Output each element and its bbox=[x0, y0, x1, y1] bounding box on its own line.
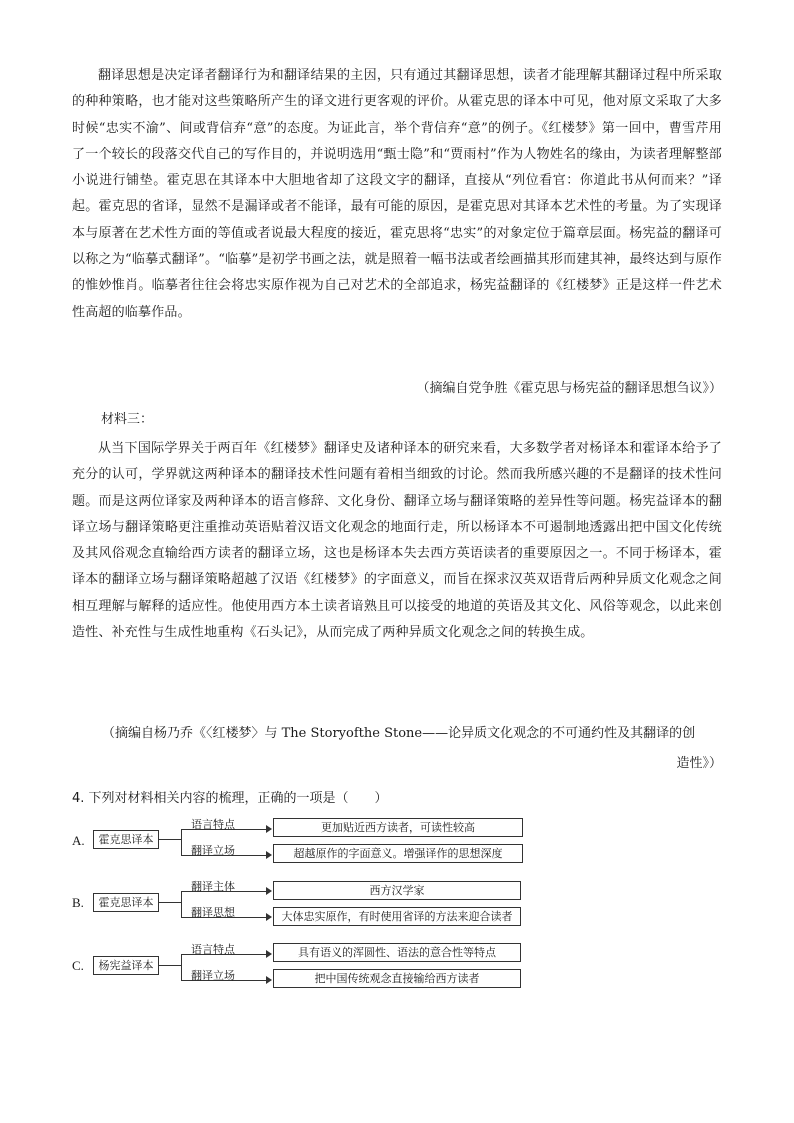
connector-line bbox=[181, 829, 182, 855]
branch-label: 翻译主体 bbox=[191, 880, 235, 893]
option-letter: A. bbox=[72, 833, 85, 848]
branch-box: 具有语义的浑圆性、语法的意合性等特点 bbox=[273, 943, 521, 962]
passage3-label: 材料三： bbox=[101, 412, 154, 427]
branch-box: 把中国传统观念直接输给西方读者 bbox=[273, 969, 521, 988]
connector-line bbox=[159, 902, 181, 903]
arrow-icon bbox=[266, 887, 272, 895]
arrow-icon bbox=[266, 825, 272, 833]
option-root-box: 杨宪益译本 bbox=[93, 956, 159, 975]
arrow-icon bbox=[266, 851, 272, 859]
arrow-icon bbox=[266, 976, 272, 984]
arrow-icon bbox=[266, 913, 272, 921]
option-letter: B. bbox=[72, 895, 84, 910]
passage2-body: 翻译思想是决定译者翻译行为和翻译结果的主因，只有通过其翻译思想，读者才能理解其翻译过程中所采取的种种策略，也才能对这些策略所产生的译文进行更客观的评价。从霍克思的译本中可见，他对原文采取了大多时候“忠实不渝”、间或背信弃“意”的态度。为证此言，举个背信弃“意”的例子。《红楼梦》第一回中，曹雪芹用了一个较长的段落交代自己的写作目的，并说明选用“甄士隐”和“贾雨村”作为人物姓名的缘由，为读者理解整部小说进行铺垫。霍克思在其译本中大胆地省却了这段文字的翻译，直接从“列位看官：你道此书从何而来？”译起。霍克思的省译，显然不是漏译或者不能译，最有可能的原因，是霍克思对其译本艺术性的考量。为了实现译本与原著在艺术性方面的等值或者说最大程度的接近，霍克思将“忠实”的对象定位于篇章层面。杨宪益的翻译可以称之为“临摹式翻译”。“临摹”是初学书画之法，就是照着一幅书法或者绘画描其形而建其神，最终达到与原作的惟妙惟肖。临摹者往往会将忠实原作视为自己对艺术的全部追求，杨宪益翻译的《红楼梦》正是这样一件艺术性高超的临摹作品。 bbox=[72, 68, 722, 320]
branch-label: 翻译立场 bbox=[191, 969, 235, 982]
branch-box: 西方汉学家 bbox=[273, 881, 521, 900]
branch-box: 大体忠实原作，有时使用省译的方法来迎合读者 bbox=[273, 907, 521, 926]
connector-line bbox=[159, 965, 181, 966]
branch-label: 语言特点 bbox=[191, 943, 235, 956]
passage3-body: 从当下国际学界关于两百年《红楼梦》翻译史及诸种译本的研究来看，大多数学者对杨译本和霍译本给予了充分的认可，学界就这两种译本的翻译技术性问题有着相当细致的讨论。然而我所感兴趣的不是翻译的技术性问题。而是这两位译家及两种译本的语言修辞、文化身份、翻译立场与翻译策略的差异性等问题。杨宪益译本的翻译立场与翻译策略更注重推动英语贴着汉语文化观念的地面行走，所以杨译本不可遏制地透露出把中国文化传统及其风俗观念直输给西方读者的翻译立场，这也是杨译本失去西方英语读者的重要原因之一。不同于杨译本，霍译本的翻译立场与翻译策略超越了汉语《红楼梦》的字面意义，而旨在探求汉英双语背后两种异质文化观念之间相互理解与解释的适应性。他使用西方本土读者谙熟且可以接受的地道的英语及其文化、风俗等观念，以此来创造性、补充性与生成性地重构《石头记》，从而完成了两种异质文化观念之间的转换生成。 bbox=[72, 441, 722, 641]
connector-line bbox=[159, 839, 181, 840]
branch-label: 翻译立场 bbox=[191, 844, 235, 857]
branch-label: 语言特点 bbox=[191, 818, 235, 831]
connector-line bbox=[181, 954, 182, 980]
branch-box: 更加贴近西方读者，可读性较高 bbox=[273, 818, 523, 837]
passage3-source-line1: （摘编自杨乃乔《〈红楼梦〉与 The Storyofthe Stone——论异质文化观念的不可通约性及其翻译的创 bbox=[102, 726, 696, 741]
option-letter: C. bbox=[72, 958, 84, 973]
connector-line bbox=[181, 891, 182, 917]
passage3-source-line2: 造性》） bbox=[676, 756, 722, 771]
passage2-source: （摘编自党争胜《霍克思与杨宪益的翻译思想刍议》） bbox=[416, 381, 722, 396]
option-root-box: 霍克思译本 bbox=[93, 830, 159, 849]
question-stem: 4. 下列对材料相关内容的梳理，正确的一项是（ ） bbox=[72, 791, 388, 806]
branch-label: 翻译思想 bbox=[191, 906, 235, 919]
arrow-icon bbox=[266, 950, 272, 958]
option-root-box: 霍克思译本 bbox=[93, 893, 159, 912]
branch-box: 超越原作的字面意义。增强译作的思想深度 bbox=[273, 844, 523, 863]
